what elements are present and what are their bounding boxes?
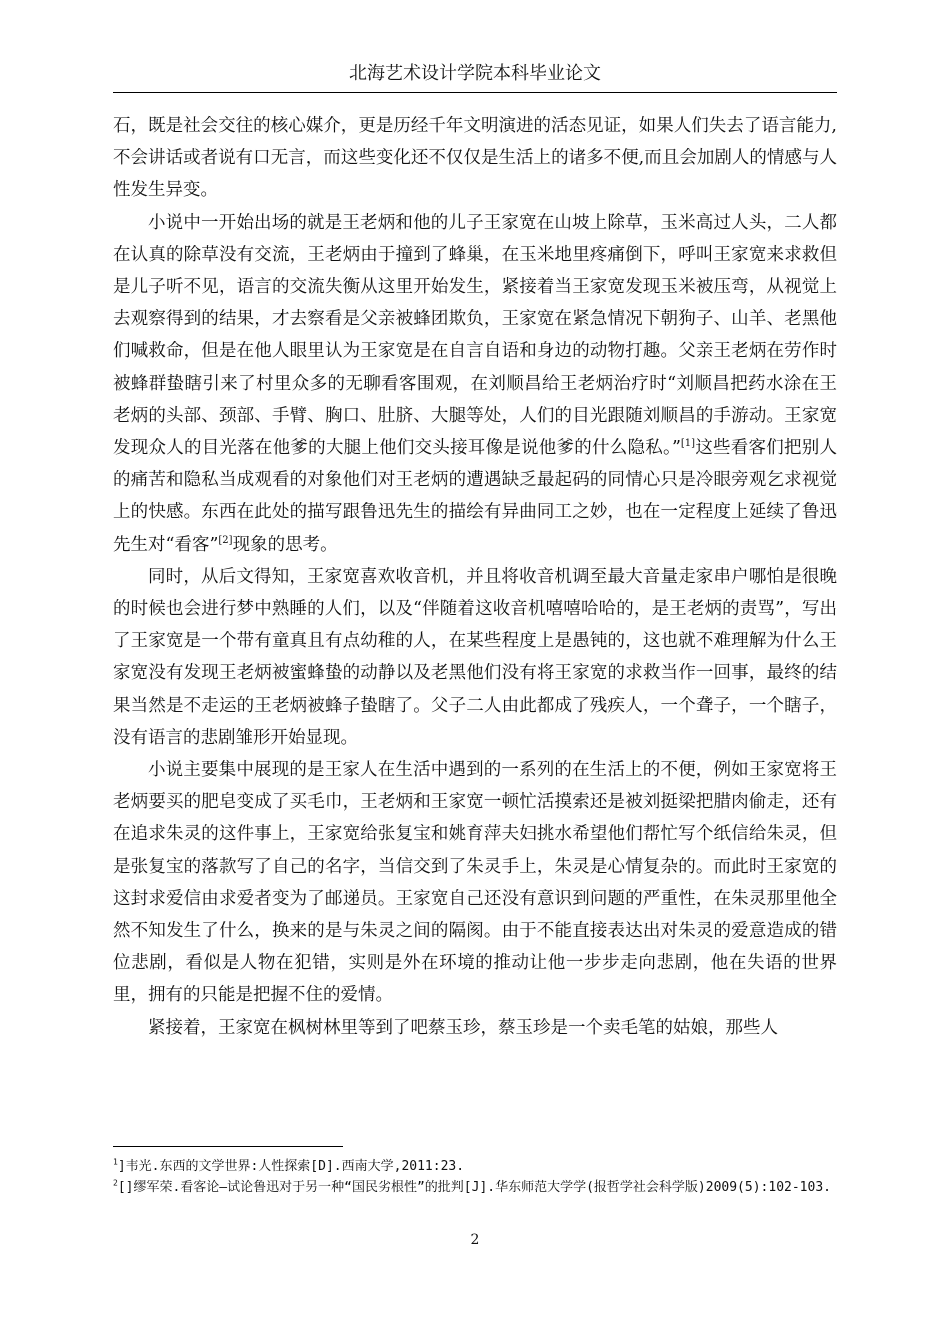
footnote-1-mark: 1 bbox=[113, 1157, 118, 1167]
paragraph-4-text: 小说主要集中展现的是王家人在生活中遇到的一系列的在生活上的不便，例如王家宽将王老炳要买的肥皂变成了买毛巾，王老炳和王家宽一顿忙活摸索还是被刘挺梁把腊肉偷走，还有在追求朱灵的这件事上，王家宽给张复宝和姚育萍夫妇挑水希望他们帮忙写个纸信给朱灵，但是张复宝的落款写了自己的名字，当信交到了朱灵手上，朱灵是心情复杂的。而此时王家宽的这封求爱信由求爱者变为了邮递员。王家宽自己还没有意识到问题的严重性，在朱灵那里他全然不知发生了什么，换来的是与朱灵之间的隔阂。由于不能直接表达出对朱灵的爱意造成的错位悲剧，看似是人物在犯错，实则是外在环境的推动让他一步步走向悲剧，他在失语的世界里，拥有的只能是把握不住的爱情。 bbox=[113, 760, 837, 1006]
footnote-separator bbox=[113, 1146, 343, 1147]
paragraph-5 bbox=[113, 1012, 837, 1044]
header-title: 北海艺术设计学院本科毕业论文 bbox=[349, 63, 601, 84]
footnote-2-prefix: [] bbox=[117, 1180, 134, 1195]
footnote-2-mark: 2 bbox=[113, 1178, 118, 1188]
footnotes bbox=[113, 1156, 837, 1198]
page-number: 2 bbox=[470, 1232, 480, 1248]
paragraph-4 bbox=[113, 754, 837, 1012]
paragraph-3-text: 同时，从后文得知，王家宽喜欢收音机，并且将收音机调至最大音量走家串户哪怕是很晚的时候也会进行梦中熟睡的人们，以及“伴随着这收音机嘻嘻哈哈的，是王老炳的责骂”，写出了王家宽是一个带有童真且有点幼稚的人，在某些程度上是愚钝的，这也就不难理解为什么王家宽没有发现王老炳被蜜蜂蛰的动静以及老黑他们没有将王家宽的求救当作一回事，最终的结果当然是不走运的王老炳被蜂子蛰瞎了。父子二人由此都成了残疾人，一个聋子，一个瞎子，没有语言的悲剧雏形开始显现。 bbox=[113, 566, 837, 748]
paragraph-2-text-c: 现象的思考。 bbox=[232, 534, 338, 555]
page-header bbox=[113, 62, 837, 93]
paragraph-2-text: 小说中一开始出场的就是王老炳和他的儿子王家宽在山坡上除草，玉米高过人头，二人都在认真的除草没有交流，王老炳由于撞到了蜂巢，在玉米地里疼痛倒下，呼叫王家宽来求救但是儿子听不见，语言的交流失衡从这里开始发生，紧接着当王家宽发现玉米被压弯，从视觉上去观察得到的结果，才去察看是父亲被蜂团欺负，王家宽在紧急情况下朝狗子、山羊、老黑他们喊救命，但是在他人眼里认为王家宽是在自言自语和身边的动物打趣。父亲王老炳在劳作时被蜂群蛰瞎引来了村里众多的无聊看客围观，在刘顺昌给王老炳治疗时“刘顺昌把药水涂在王老炳的头部、颈部、手臂、胸口、肚脐、大腿等处，人们的目光跟随刘顺昌的手游动。王家宽发现众人的目光落在他爹的大腿上他们交头接耳像是说他爹的什么隐私。” bbox=[113, 212, 837, 459]
paragraph-1 bbox=[113, 110, 837, 207]
footnote-1-text: 韦光.东西的文学世界:人性探索[D].西南大学,2011:23. bbox=[125, 1159, 465, 1174]
footnote-2-text: 缪军荣.看客论—试论鲁迅对于另一种“国民劣根性”的批判[J].华东师范大学学(报哲学社会科学版)2009(5):102-103. bbox=[133, 1180, 831, 1195]
footnote-1-prefix: ] bbox=[117, 1159, 126, 1174]
body-text bbox=[113, 110, 837, 1044]
footnote-2 bbox=[113, 1177, 837, 1198]
citation-ref-1[interactable]: [1] bbox=[680, 438, 696, 450]
citation-ref-2[interactable]: [2] bbox=[218, 534, 233, 546]
paragraph-2 bbox=[113, 207, 837, 561]
paragraph-2-text-b: 这些看客们把别人的痛苦和隐私当成观看的对象他们对王老炳的遭遇缺乏最起码的同情心只是冷眼旁观乞求视觉上的快感。东西在此处的描写跟鲁迅先生的描绘有异曲同工之妙，也在一定程度上延续了鲁迅先生对“看客” bbox=[113, 438, 838, 555]
paragraph-3 bbox=[113, 561, 837, 754]
footnote-1 bbox=[113, 1156, 837, 1177]
paragraph-1-text: 石，既是社会交往的核心媒介，更是历经千年文明演进的活态见证，如果人们失去了语言能力,不会讲话或者说有口无言，而这些变化还不仅仅是生活上的诸多不便,而且会加剧人的情感与人性发生异变。 bbox=[113, 116, 837, 201]
paragraph-5-text: 紧接着，王家宽在枫树林里等到了吧蔡玉珍，蔡玉珍是一个卖毛笔的姑娘，那些人 bbox=[148, 1017, 778, 1038]
